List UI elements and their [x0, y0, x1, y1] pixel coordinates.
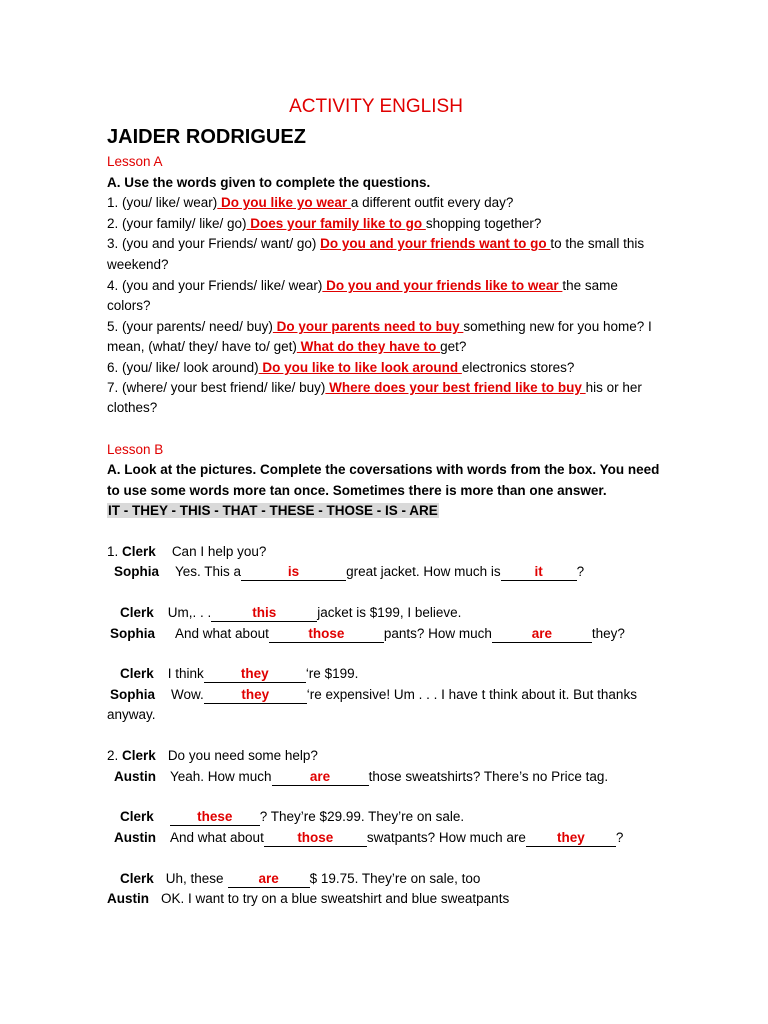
dialogue-2-line-5: Clerk Uh, these are $ 19.75. They’re on sale, too: [120, 871, 481, 886]
answer: What do they have to: [296, 339, 441, 354]
speaker-austin: Austin: [114, 769, 156, 784]
lesson-a-item-5-cont: mean, (what/ they/ have to/ get) What do they have to get?: [107, 339, 467, 354]
lesson-a-item-4: 4. (you and your Friends/ like/ wear) Do you and your friends like to wear the same: [107, 278, 618, 293]
dialogue-1-line-6: Sophia Wow. they ‘re expensive! Um . . . I have t think about it. But thanks: [110, 687, 637, 702]
answer: Do your parents need to buy: [272, 319, 464, 334]
answer: Do you like to like look around: [258, 360, 462, 375]
lesson-b-instruction-2: to use some words more tan once. Sometimes there is more than one answer.: [107, 483, 607, 498]
dialogue-2-line-1: 2. Clerk Do you need some help?: [107, 748, 318, 763]
lesson-a-item-1: 1. (you/ like/ wear) Do you like yo wear a different outfit every day?: [107, 195, 514, 210]
speaker-sophia: Sophia: [110, 687, 156, 702]
answer-blank: those: [269, 626, 384, 643]
lesson-a-item-3-cont: weekend?: [107, 257, 169, 272]
speaker-austin: Austin: [114, 830, 156, 845]
answer-blank: are: [228, 871, 310, 888]
speaker-clerk: Clerk: [120, 666, 154, 681]
answer-blank: are: [272, 769, 369, 786]
answer-blank: it: [501, 564, 577, 581]
lesson-a-item-4-cont: colors?: [107, 298, 151, 313]
lesson-a-item-7: 7. (where/ your best friend/ like/ buy) Where does your best friend like to buy his or her: [107, 380, 642, 395]
speaker-sophia: Sophia: [110, 626, 156, 641]
lesson-a-heading: Lesson A: [107, 154, 163, 169]
lesson-a-instruction: A. Use the words given to complete the questions.: [107, 175, 431, 190]
document-title: ACTIVITY ENGLISH: [289, 96, 463, 117]
lesson-b-instruction-1: A. Look at the pictures. Complete the coversations with words from the box. You need: [107, 462, 660, 477]
answer-blank: those: [264, 830, 367, 847]
speaker-clerk: Clerk: [120, 605, 154, 620]
word-box: IT - THEY - THIS - THAT - THESE - THOSE - IS - ARE: [108, 503, 438, 518]
author-name: JAIDER RODRIGUEZ: [107, 126, 306, 148]
speaker-clerk: Clerk: [120, 871, 154, 886]
dialogue-1-line-7: anyway.: [107, 707, 156, 722]
lesson-a-item-2: 2. (your family/ like/ go) Does your family like to go shopping together?: [107, 216, 542, 231]
dialogue-1-line-4: Sophia And what about those pants? How much are they?: [110, 626, 625, 641]
answer: Do you and your friends want to go: [320, 236, 551, 251]
speaker-austin: Austin: [107, 891, 149, 906]
answer-blank: they: [204, 687, 307, 704]
answer-blank: is: [241, 564, 346, 581]
lesson-a-item-3: 3. (you and your Friends/ want/ go) Do you and your friends want to go to the small this: [107, 236, 645, 251]
answer: Do you and your friends like to wear: [322, 278, 563, 293]
dialogue-2-line-6: Austin OK. I want to try on a blue sweatshirt and blue sweatpants: [107, 891, 510, 906]
dialogue-2-line-4: Austin And what about those swatpants? How much are they ?: [114, 830, 624, 845]
answer-blank: they: [526, 830, 616, 847]
dialogue-1-line-1: 1. Clerk Can I help you?: [107, 544, 267, 559]
lesson-a-item-5: 5. (your parents/ need/ buy) Do your parents need to buy something new for you home? I: [107, 319, 652, 334]
dialogue-2-line-3: Clerk these ? They’re $29.99. They’re on sale.: [120, 809, 465, 824]
dialogue-1-line-3: Clerk Um,. . . this jacket is $199, I believe.: [120, 605, 462, 620]
lesson-a-item-7-cont: clothes?: [107, 400, 158, 415]
dialogue-1-line-5: Clerk I think they ‘re $199.: [120, 666, 359, 681]
answer: Where does your best friend like to buy: [325, 380, 586, 395]
lesson-a-item-6: 6. (you/ like/ look around) Do you like to like look around electronics stores?: [107, 360, 575, 375]
answer-blank: these: [170, 809, 260, 826]
lesson-b-heading: Lesson B: [107, 442, 164, 457]
answer: Does your family like to go: [246, 216, 426, 231]
speaker-clerk: Clerk: [122, 748, 156, 763]
answer: Do you like yo wear: [217, 195, 351, 210]
speaker-clerk: Clerk: [122, 544, 156, 559]
dialogue-2-line-2: Austin Yeah. How much are those sweatshirts? There’s no Price tag.: [114, 769, 609, 784]
answer-blank: they: [204, 666, 306, 683]
speaker-clerk: Clerk: [120, 809, 154, 824]
answer-blank: this: [211, 605, 317, 622]
answer-blank: are: [492, 626, 592, 643]
speaker-sophia: Sophia: [114, 564, 160, 579]
dialogue-1-line-2: Sophia Yes. This a is great jacket. How much is it ?: [114, 564, 585, 579]
